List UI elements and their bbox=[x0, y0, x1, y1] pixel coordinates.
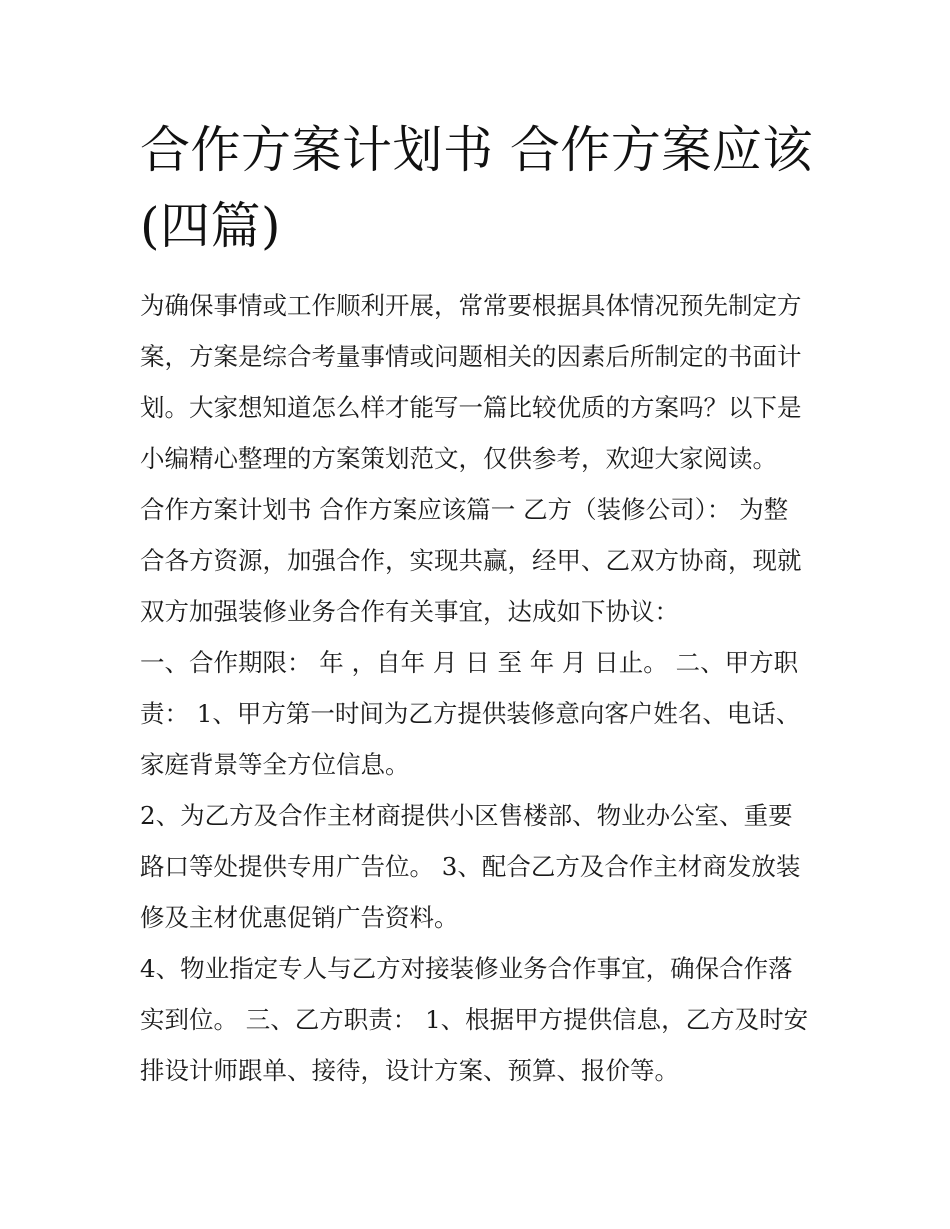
text-line: 修及主材优惠促销广告资料。 bbox=[140, 903, 459, 932]
text-line: 4、物业指定专人与乙方对接装修业务合作事宜，确保合作落 bbox=[140, 954, 793, 983]
text-line: 合作方案计划书 合作方案应该篇一 乙方（装修公司）： 为整 bbox=[140, 495, 789, 524]
text-line: 合各方资源，加强合作，实现共赢，经甲、乙双方协商，现就 bbox=[140, 546, 802, 575]
text-line: 划。大家想知道怎么样才能写一篇比较优质的方案吗？以下是 bbox=[140, 393, 802, 422]
text-line: 路口等处提供专用广告位。 3、配合乙方及合作主材商发放装 bbox=[140, 852, 801, 881]
paragraph-party-a-duty-4-party-b bbox=[140, 943, 816, 1096]
paragraph-section-one bbox=[140, 484, 816, 637]
text-line: 为确保事情或工作顺利开展，常常要根据具体情况预先制定方 bbox=[140, 291, 802, 320]
title-line: 合作方案计划书 合作方案应该 bbox=[140, 121, 813, 179]
text-line: 案，方案是综合考量事情或问题相关的因素后所制定的书面计 bbox=[140, 342, 802, 371]
paragraph-party-a-duties-2-3 bbox=[140, 790, 816, 943]
paragraph-intro bbox=[140, 280, 816, 484]
text-line: 家庭背景等全方位信息。 bbox=[140, 750, 410, 779]
paragraph-term-and-duties bbox=[140, 637, 816, 790]
title-line: (四篇) bbox=[140, 197, 282, 255]
text-line: 责： 1、甲方第一时间为乙方提供装修意向客户姓名、电话、 bbox=[140, 699, 801, 728]
text-line: 双方加强装修业务合作有关事宜，达成如下协议： bbox=[140, 597, 679, 626]
document-title bbox=[140, 112, 820, 264]
text-line: 小编精心整理的方案策划范文，仅供参考，欢迎大家阅读。 bbox=[140, 444, 777, 473]
text-line: 排设计师跟单、接待，设计方案、预算、报价等。 bbox=[140, 1056, 679, 1085]
document-body bbox=[140, 280, 816, 1096]
text-line: 实到位。 三、乙方职责： 1、根据甲方提供信息，乙方及时安 bbox=[140, 1005, 809, 1034]
text-line: 一、合作期限： 年 ，自年 月 日 至 年 月 日止。 二、甲方职 bbox=[140, 648, 799, 677]
text-line: 2、为乙方及合作主材商提供小区售楼部、物业办公室、重要 bbox=[140, 801, 793, 830]
